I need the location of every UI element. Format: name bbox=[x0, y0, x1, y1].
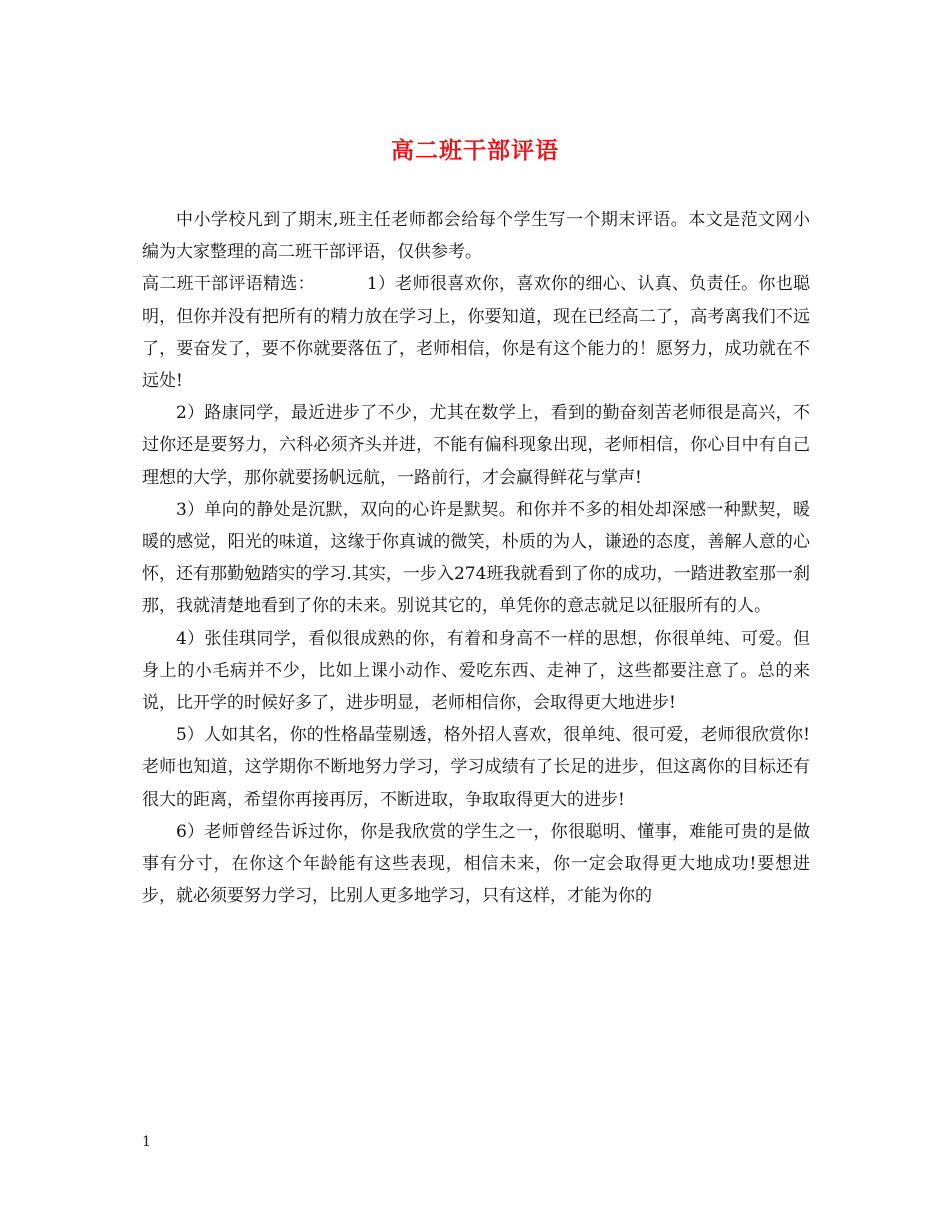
comment-6: 6）老师曾经告诉过你，你是我欣赏的学生之一，你很聪明、懂事，难能可贵的是做事有分寸，在你这个年龄能有这些表现，相信未来，你一定会取得更大地成功!要想进步，就必须要努力学习，比别人更多地学习，只有这样，才能为你的 bbox=[142, 821, 810, 907]
comment-3: 3）单向的静处是沉默，双向的心许是默契。和你并不多的相处却深感一种默契，暖暖的感觉，阳光的味道，这缘于你真诚的微笑，朴质的为人，谦逊的态度，善解人意的心怀，还有那勤勉踏实的学习.其实，一步入274班我就看到了你的成功，一踏进教室那一刹那，我就清楚地看到了你的未来。别说其它的，单凭你的意志就足以征服所有的人。 bbox=[142, 499, 810, 617]
section-paragraph-1 bbox=[142, 268, 810, 397]
section-label: 高二班干部评语精选： bbox=[142, 274, 315, 295]
comment-1: 1）老师很喜欢你，喜欢你的细心、认真、负责任。你也聪明，但你并没有把所有的精力放在学习上，你要知道，现在已经高二了，高考离我们不远了，要奋发了，要不你就要落伍了，老师相信，你是有这个能力的！愿努力，成功就在不远处! bbox=[142, 274, 810, 392]
document-body bbox=[142, 204, 810, 912]
document-title: 高二班干部评语 bbox=[391, 137, 559, 164]
comment-5: 5）人如其名，你的性格晶莹剔透，格外招人喜欢，很单纯、很可爱，老师很欣赏你!老师也知道，这学期你不断地努力学习，学习成绩有了长足的进步，但这离你的目标还有很大的距离，希望你再接再厉，不断进取，争取取得更大的进步! bbox=[142, 725, 810, 810]
intro-paragraph: 中小学校凡到了期末,班主任老师都会给每个学生写一个期末评语。本文是范文网小编为大家整理的高二班干部评语，仅供参考。 bbox=[142, 210, 810, 263]
comment-2: 2）路康同学，最近进步了不少，尤其在数学上，看到的勤奋刻苦老师很是高兴，不过你还是要努力，六科必须齐头并进，不能有偏科现象出现，老师相信，你心目中有自己理想的大学，那你就要扬帆远航，一路前行，才会赢得鲜花与掌声! bbox=[142, 403, 810, 488]
comment-4: 4）张佳琪同学，看似很成熟的你，有着和身高不一样的思想，你很单纯、可爱。但身上的小毛病并不少，比如上课小动作、爱吃东西、走神了，这些都要注意了。总的来说，比开学的时候好多了，进步明显，老师相信你，会取得更大地进步! bbox=[142, 628, 810, 714]
page-number: 1 bbox=[142, 1134, 151, 1150]
